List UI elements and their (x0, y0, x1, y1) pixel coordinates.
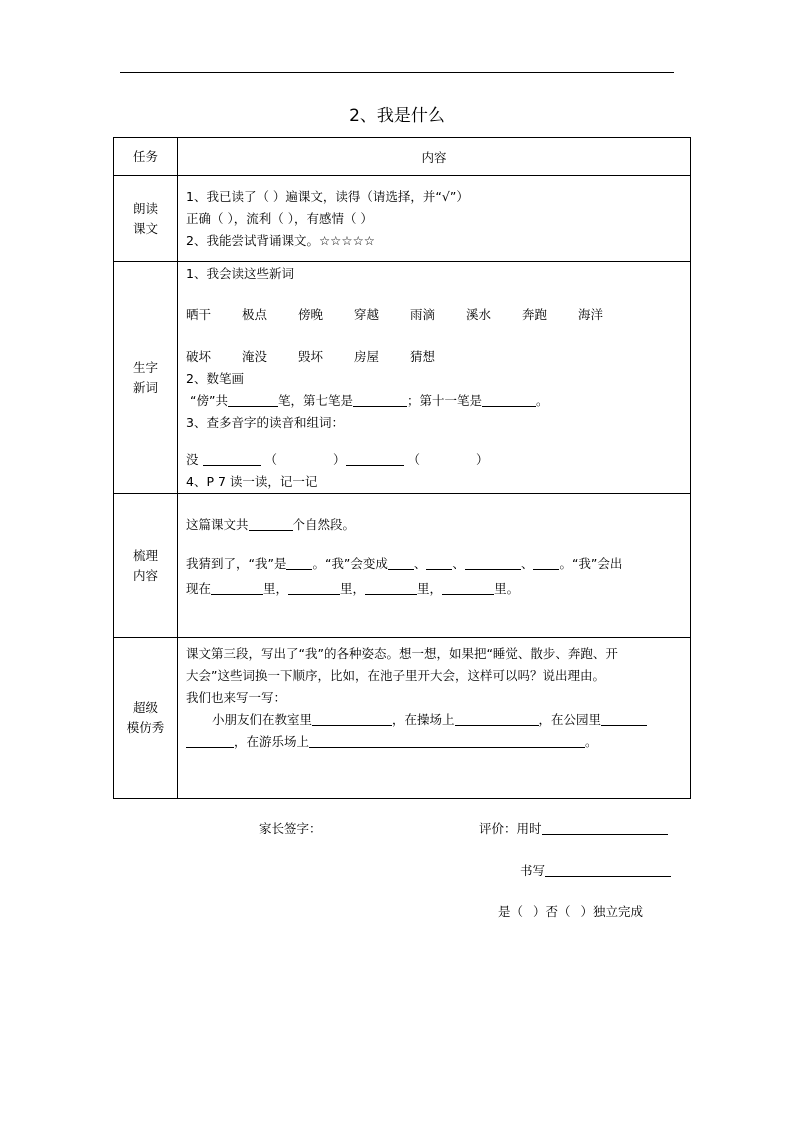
page-title: 2、我是什么 (349, 106, 445, 126)
task-sort (114, 494, 178, 638)
task-words-line2: 新词 (132, 379, 158, 395)
imitate-text-4a: 小朋友们在教室里 (212, 712, 313, 727)
stroke-count-line (186, 390, 684, 412)
blank-writing[interactable] (545, 862, 671, 877)
words-heading-2: 2、数笔画 (186, 371, 244, 386)
stroke-text-b: 笔，第七笔是 (277, 393, 353, 408)
blank-become-3[interactable] (465, 555, 521, 570)
sort-text-li-end: 里。 (494, 581, 520, 596)
blank-eleventh-stroke[interactable] (482, 392, 536, 407)
imitate-text-5a: ，在游乐场上 (234, 734, 310, 749)
content-words (178, 262, 691, 494)
imitate-line-2: 大会”这些词换一下顺序，比如，在池子里开大会，这样可以吗？说出理由。 (186, 668, 605, 683)
imitate-text-5b: 。 (585, 734, 598, 749)
blank-become-4[interactable] (533, 555, 559, 570)
sort-text-li: 里， (417, 581, 443, 596)
blank-classroom[interactable] (312, 711, 392, 726)
blank-place-3[interactable] (365, 580, 417, 595)
header-task: 任务 (114, 138, 178, 176)
word-list-row-2 (186, 346, 684, 368)
task-words (114, 262, 178, 494)
header-content: 内容 (178, 138, 691, 176)
blank-time-used[interactable] (542, 820, 668, 835)
paren-open-1: （ (264, 452, 277, 467)
polyphonic-line (186, 449, 684, 471)
polyphonic-char: 没 (186, 452, 199, 467)
top-rule (120, 72, 674, 73)
blank-playground[interactable] (455, 711, 539, 726)
blank-seventh-stroke[interactable] (353, 392, 407, 407)
word-item: 极点 (242, 307, 268, 322)
imitate-line-4 (186, 709, 684, 731)
no-label: ）否（ (533, 904, 571, 919)
writing-line (520, 861, 671, 881)
row-sort (114, 494, 691, 638)
task-read-line2: 课文 (132, 220, 158, 236)
sort-text-1b: 个自然段。 (292, 517, 356, 532)
word-item: 溪水 (466, 307, 492, 322)
words-heading-3: 3、查多音字的读音和组词： (186, 415, 344, 430)
word-list-row-1 (186, 304, 684, 326)
read-line-2: 正确（ ），流利（ ），有感情（ ） (186, 211, 373, 226)
word-item: 猜想 (410, 349, 436, 364)
blank-amusement-park[interactable] (309, 733, 585, 748)
task-table (113, 137, 691, 799)
sort-text-3a: 现在 (186, 581, 212, 596)
word-item: 破坏 (186, 349, 212, 364)
writing-label: 书写 (520, 863, 546, 878)
sort-line-2 (186, 553, 684, 575)
imitate-text-4c: ，在公园里 (538, 712, 602, 727)
sort-line-1 (186, 514, 684, 536)
table-header-row (114, 138, 691, 176)
blank-place-4[interactable] (442, 580, 494, 595)
blank-place-1[interactable] (211, 580, 263, 595)
blank-what-am-i[interactable] (286, 555, 312, 570)
blank-paragraph-count[interactable] (249, 516, 293, 531)
imitate-line-1: 课文第三段，写出了“我”的各种姿态。想一想，如果把“睡觉、散步、奔跑、开 (186, 646, 618, 661)
blank-become-1[interactable] (388, 555, 414, 570)
blank-park[interactable] (601, 711, 647, 726)
blank-phrase-1[interactable] (203, 451, 261, 466)
word-item: 晒干 (186, 307, 212, 322)
imitate-line-5 (186, 731, 684, 753)
sort-text-1a: 这篇课文共 (186, 517, 249, 532)
sort-line-3 (186, 578, 684, 600)
task-imitate-line2: 模仿秀 (126, 720, 165, 735)
word-item: 雨滴 (410, 307, 436, 322)
word-item: 淹没 (242, 349, 268, 364)
sort-text-li: 里， (340, 581, 366, 596)
words-heading-4: 4、P 7 读一读，记一记 (186, 474, 318, 489)
content-imitate (178, 638, 691, 799)
task-sort-line2: 内容 (132, 567, 158, 583)
word-item: 奔跑 (522, 307, 548, 322)
word-item: 穿越 (354, 307, 380, 322)
read-line-3: 2、我能尝试背诵课文。☆☆☆☆☆ (186, 233, 375, 248)
blank-become-2[interactable] (426, 555, 452, 570)
paren-open-2: （ (407, 452, 421, 467)
words-heading-1: 1、我会读这些新词 (186, 266, 294, 281)
separator: 、 (520, 556, 534, 571)
completion-line (498, 902, 643, 922)
sort-text-2b: 。“我”会变成 (312, 556, 388, 571)
blank-place-2[interactable] (288, 580, 340, 595)
blank-phrase-2[interactable] (346, 451, 404, 466)
parent-signature-label: 家长签字： (259, 821, 322, 836)
row-words (114, 262, 691, 494)
stroke-text-a: “傍”共 (190, 393, 228, 408)
row-read (114, 176, 691, 262)
task-imitate-line1: 超级 (132, 700, 158, 715)
yes-label: 是（ (498, 904, 524, 919)
separator: 、 (452, 556, 465, 571)
sort-text-2c: 。“我”会出 (559, 556, 623, 571)
word-item: 海洋 (578, 307, 604, 322)
word-item: 毁坏 (298, 349, 324, 364)
paren-close-2: ） (476, 452, 489, 467)
task-read-line1: 朗读 (132, 200, 158, 216)
independent-label: ）独立完成 (580, 904, 644, 919)
blank-park-cont[interactable] (186, 733, 234, 748)
sort-text-2a: 我猜到了，“我”是 (186, 556, 287, 571)
blank-stroke-total[interactable] (228, 392, 278, 407)
task-words-line1: 生字 (132, 359, 158, 375)
paren-close-1: ） (333, 452, 346, 467)
word-item: 房屋 (354, 349, 380, 364)
sort-text-li: 里， (263, 581, 289, 596)
stroke-text-d: 。 (535, 393, 549, 408)
content-sort (178, 494, 691, 638)
imitate-text-4b: ，在操场上 (392, 712, 455, 727)
row-imitate (114, 638, 691, 799)
imitate-line-3: 我们也来写一写： (186, 690, 287, 705)
content-read (178, 176, 691, 262)
word-item: 傍晚 (298, 307, 324, 322)
evaluation-time-line (479, 819, 668, 839)
task-imitate (114, 638, 178, 799)
stroke-text-c: ；第十一笔是 (406, 393, 482, 408)
read-line-1: 1、我已读了（ ）遍课文，读得（请选择，并“√”） (186, 189, 469, 204)
separator: 、 (413, 556, 427, 571)
evaluation-time-label: 评价：用时 (479, 821, 542, 836)
task-sort-line1: 梳理 (132, 547, 158, 563)
task-read (114, 176, 178, 262)
